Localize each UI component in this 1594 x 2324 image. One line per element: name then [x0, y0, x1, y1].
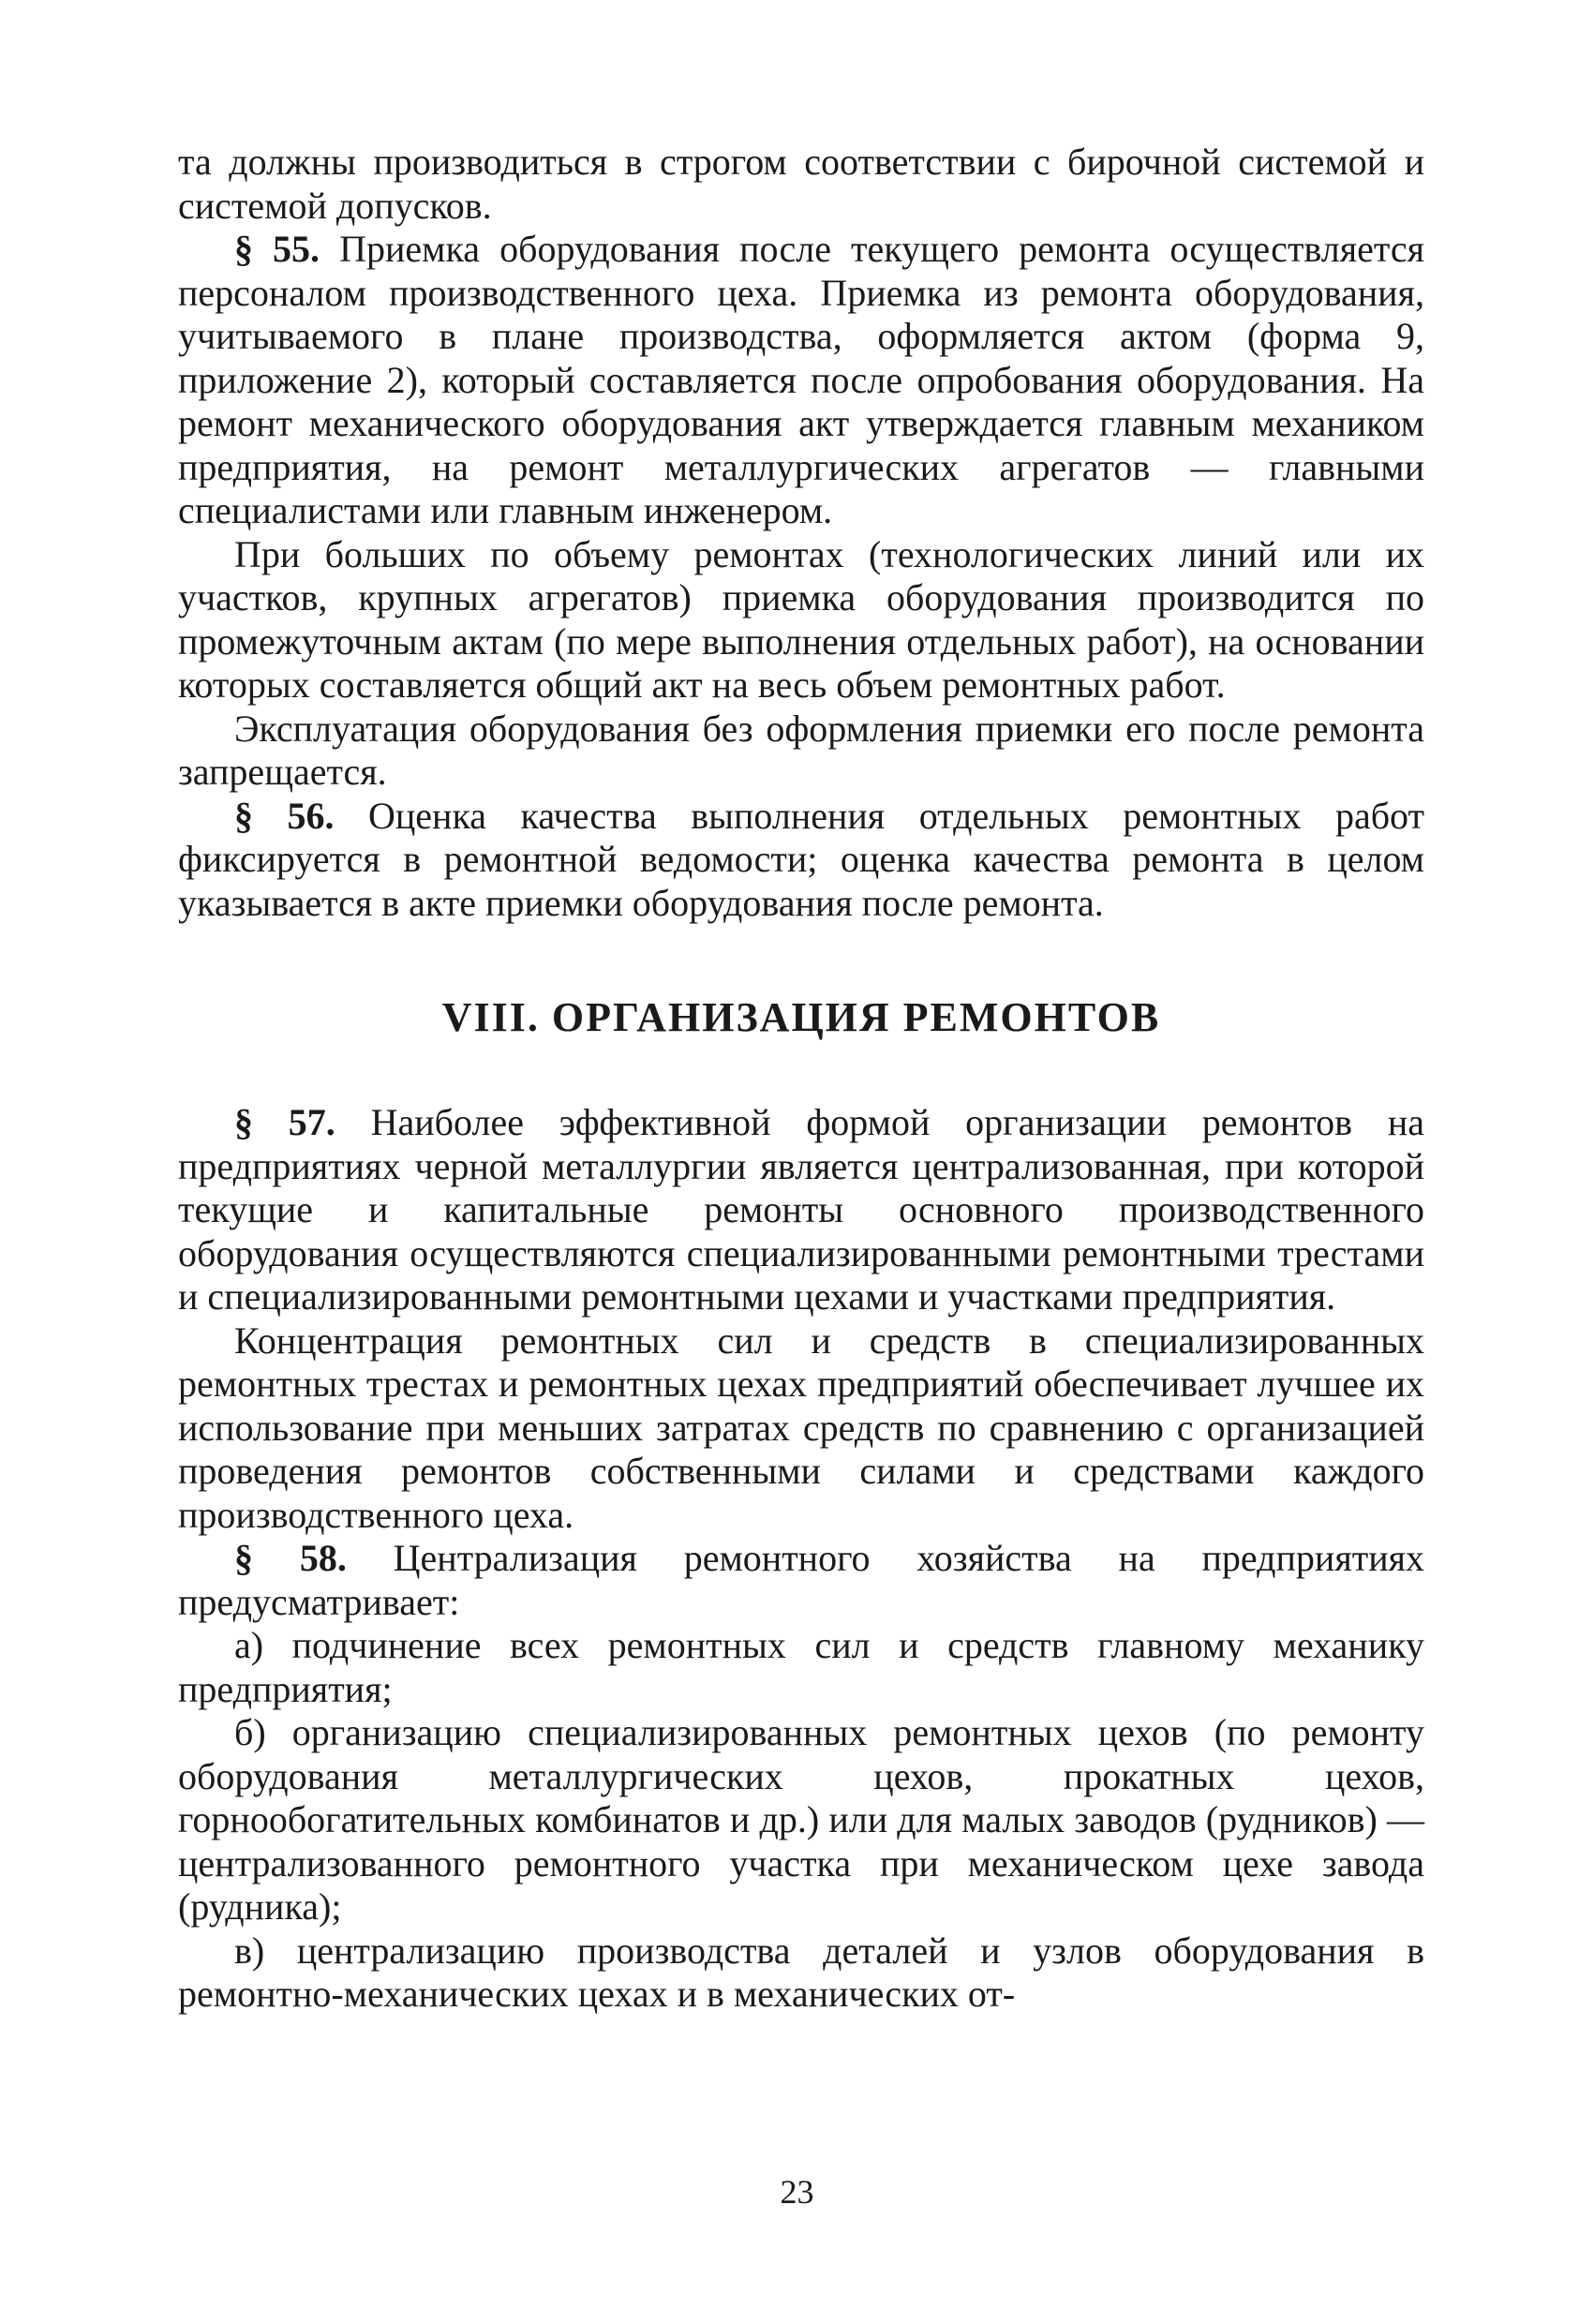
paragraph-text: Централизация ремонтного хозяйства на предприятиях предусматривает: [178, 1537, 1425, 1623]
document-page [178, 141, 1424, 2017]
section-number: § 58. [234, 1537, 347, 1579]
section-number: § 55. [234, 228, 320, 270]
list-item-v [178, 1929, 1424, 2017]
paragraph-text: При больших по объему ремонтах (технологических линий или их участков, крупных агрегатов) приемка оборудования производится по промежуточным актам (по мере выполнения отдельных работ), на основании которых составляется общий акт на весь объем ремонтных работ. [178, 532, 1424, 706]
paragraph-text: Наиболее эффективной формой организации ремонтов на предприятиях черной металлургии является централизованная, при которой текущие и капитальные ремонты основного производственного оборудования осуществляются специализированными ремонтными трестами и специализированными ремонтными цехами и участками предприятия. [178, 1101, 1425, 1318]
paragraph-section-56 [178, 795, 1424, 926]
list-item-a [178, 1624, 1424, 1711]
section-number: § 57. [234, 1101, 335, 1143]
paragraph-continuation [178, 141, 1424, 228]
text-block-bottom [178, 1101, 1424, 2017]
paragraph-text: Приемка оборудования после текущего ремонта осуществляется персоналом производственного цеха. Приемка из ремонта оборудования, учитываемого в плане производства, оформляется актом (форма 9, приложение 2), который составляется после опробования оборудования. На ремонт механического оборудования акт утверждается главным механиком предприятия, на ремонт металлургических агрегатов — главными специалистами или главным инженером. [178, 228, 1425, 531]
paragraph-text: в) централизацию производства деталей и узлов оборудования в ремонтно-механических цехах и в механических от- [178, 1929, 1424, 2015]
paragraph-operation-prohibited [178, 708, 1424, 795]
chapter-heading: VIII. ОРГАНИЗАЦИЯ РЕМОНТОВ [441, 994, 1161, 1040]
page-number: 23 [780, 2173, 814, 2211]
list-item-b [178, 1711, 1424, 1929]
text-block-top [178, 141, 1424, 925]
paragraph-large-repairs [178, 533, 1424, 708]
paragraph-text: Концентрация ремонтных сил и средств в специализированных ремонтных трестах и ремонтных цехах предприятий обеспечивает лучшее их использование при меньших затратах средств по сравнению с организацией проведения ремонтов собственными силами и средствами каждого производственного цеха. [178, 1318, 1424, 1536]
paragraph-concentration [178, 1319, 1424, 1538]
paragraph-section-55 [178, 228, 1424, 533]
paragraph-section-58 [178, 1537, 1424, 1624]
paragraph-text: Оценка качества выполнения отдельных ремонтных работ фиксируется в ремонтной ведомости; оценка качества ремонта в целом указывается в акте приемки оборудования после ремонта. [178, 794, 1424, 924]
paragraph-section-57 [178, 1101, 1424, 1319]
paragraph-text: б) организацию специализированных ремонтных цехов (по ремонту оборудования металлургических цехов, прокатных цехов, горнообогатительных комбинатов и др.) или для малых заводов (рудников) — централизованного ремонтного участка при механическом цехе завода (рудника); [178, 1711, 1424, 1928]
paragraph-text: Эксплуатация оборудования без оформления приемки его после ремонта запрещается. [178, 707, 1424, 793]
paragraph-text: та должны производиться в строгом соответствии с бирочной системой и системой допусков. [178, 141, 1424, 227]
paragraph-text: а) подчинение всех ремонтных сил и средств главному механику предприятия; [178, 1624, 1424, 1710]
section-number: § 56. [234, 794, 335, 837]
